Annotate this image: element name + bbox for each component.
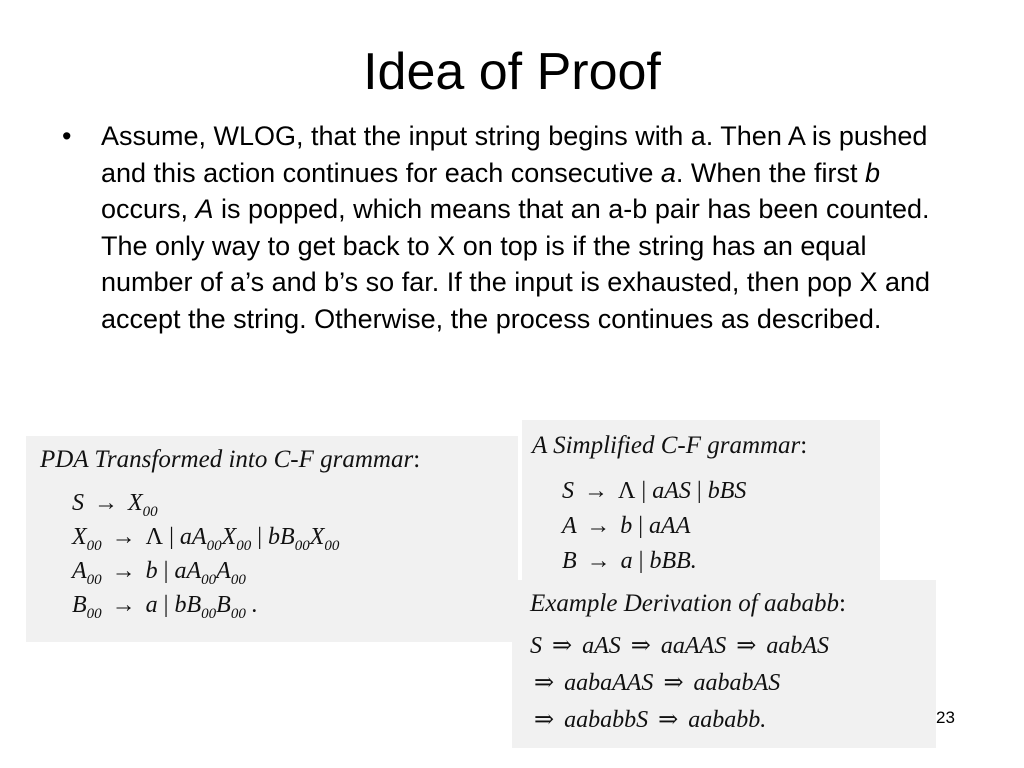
bullet-text-part: Assume, WLOG, that the input string begins with a. Then A is pushed and this action continues for each consecutive (101, 121, 928, 188)
pda-grammar-heading: PDA Transformed into C-F grammar: (40, 446, 421, 473)
pda-grammar-rule: $S \to X_{00}$ (72, 490, 158, 520)
bullet-text-part: occurs, (101, 194, 196, 224)
simplified-grammar-rule: A → b | aAA (562, 513, 691, 539)
bullet-text-italic-b: b (864, 157, 880, 188)
simplified-grammar-rules (562, 474, 746, 579)
pda-grammar-image (26, 436, 518, 642)
example-derivation-steps (530, 628, 829, 739)
pda-grammar-rule: $X_{00} \to \Lambda$ | $aA_{00}X_{00}$ | $bB_{00}X_{00}$ (72, 524, 340, 554)
pda-grammar-rule: $A_{00} \to b$ | $aA_{00}A_{00}$ (72, 558, 246, 588)
bullet-paragraph (62, 118, 962, 337)
bullet-text-part: is popped, which means that an a-b pair has been counted. The only way to get back to X on top is if the string has an equal number of a’s and b’s so far. If the input is exhausted, then pop X and accept the string. Otherwise, the process continues as described. (101, 194, 931, 334)
derivation-step: ⇒ aabaAAS ⇒ aababAS (534, 670, 781, 696)
simplified-grammar-image (522, 420, 880, 580)
simplified-grammar-rule: S → Λ | aAS | bBS (562, 478, 747, 504)
pda-grammar-rules (72, 486, 339, 622)
derivation-step: S ⇒ aAS ⇒ aaAAS ⇒ aabAS (530, 633, 829, 659)
page-number: 23 (936, 708, 955, 727)
slide-title: Idea of Proof (363, 43, 661, 101)
pda-grammar-rule: $B_{00} \to a$ | $bB_{00}B_{00}$ . (72, 592, 258, 622)
bullet-text-italic-A: A (195, 194, 214, 224)
simplified-grammar-heading: A Simplified C-F grammar: (532, 432, 808, 459)
bullet-marker: • (62, 121, 72, 151)
example-derivation-image (512, 580, 936, 748)
example-derivation-heading: Example Derivation of aababb: (530, 590, 846, 617)
derivation-step: ⇒ aababbS ⇒ aababb. (534, 707, 767, 733)
bullet-text (101, 118, 962, 337)
bullet-text-italic-a: a (660, 157, 676, 188)
simplified-grammar-rule: B → a | bBB. (562, 548, 697, 574)
bullet-text-part: . When the first (675, 157, 865, 188)
